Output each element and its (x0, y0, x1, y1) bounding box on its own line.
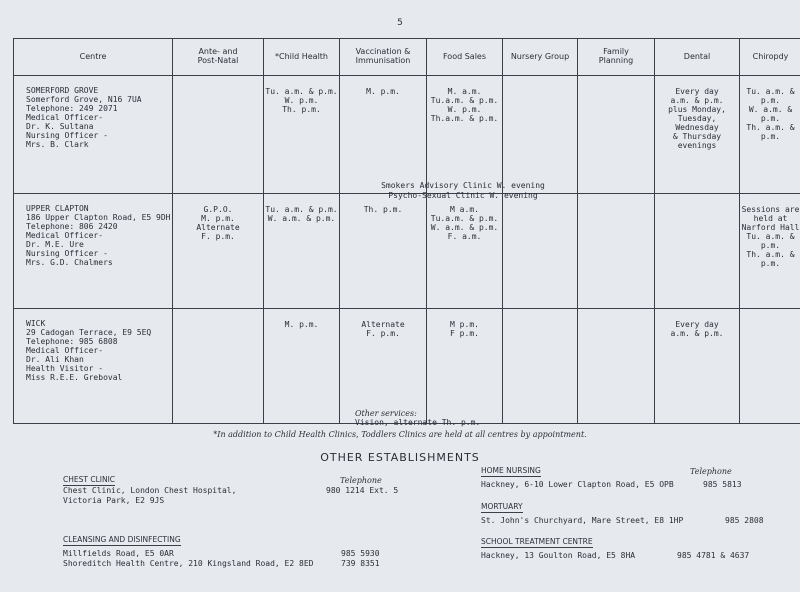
chest-clinic-tel: 980 1214 Ext. 5 (326, 486, 399, 495)
vaccination-cell: Alternate F. p.m. (340, 309, 427, 424)
food-sales-cell: M p.m. F p.m. (427, 309, 503, 424)
header-dental: Dental (655, 39, 740, 76)
wick-other-services-note (355, 399, 480, 428)
other-establishments-heading: OTHER ESTABLISHMENTS (320, 451, 480, 464)
table-row (14, 194, 800, 309)
nursery-group-cell (503, 194, 578, 309)
centre-wick: WICK 29 Cadogan Terrace, E9 5EQ Telephone: 985 6808 Medical Officer- Dr. Ali Khan Health Visitor - Miss R.E.E. Greboval (14, 309, 173, 424)
nursery-group-cell (503, 76, 578, 194)
address-line: Shoreditch Health Centre, 210 Kingsland Road, E2 8ED (63, 559, 314, 568)
header-centre: Centre (14, 39, 173, 76)
ante-post-natal-cell (173, 76, 264, 194)
child-health-cell: Tu. a.m. & p.m. W. p.m. Th. p.m. (264, 76, 340, 194)
table-row (14, 76, 800, 194)
mortuary-address: St. John's Churchyard, Mare Street, E8 1HP (481, 516, 684, 525)
chiropody-cell: Tu. a.m. & p.m. W. a.m. & p.m. Th. a.m. & p.m. (740, 76, 800, 194)
cleansing-address (63, 549, 313, 569)
footnote: *In addition to Child Health Clinics, Toddlers Clinics are held at all centres by appointment. (213, 430, 587, 439)
cleansing-tels (341, 549, 380, 569)
cleansing-heading-block (63, 535, 181, 546)
header-chiropody: Chiropdy (740, 39, 800, 76)
centre-somerford-grove: SOMERFORD GROVE Somerford Grove, N16 7UA Telephone: 249 2071 Medical Officer- Dr. K. Sultana Nursing Officer - Mrs. B. Clark (14, 76, 173, 194)
dental-cell (655, 194, 740, 309)
home-nursing-heading: HOME NURSING (481, 466, 541, 477)
food-sales-cell: M a.m. Tu.a.m. & p.m. W. a.m. & p.m. F. a.m. (427, 194, 503, 309)
somerford-special-clinics-note: Smokers Advisory Clinic W. evening Psycho-Sexual Clinic W. evening (381, 181, 545, 200)
vaccination-cell: M. p.m. (340, 76, 427, 194)
header-nursery-group: Nursery Group (503, 39, 578, 76)
cleansing-heading: CLEANSING AND DISINFECTING (63, 535, 181, 546)
dental-cell: Every day a.m. & p.m. plus Monday, Tuesday, Wednesday & Thursday evenings (655, 76, 740, 194)
ante-post-natal-cell (173, 309, 264, 424)
chiropody-cell: Sessions are held at Narford Hall Tu. a.m. & p.m. Th. a.m. & p.m. (740, 194, 800, 309)
chiropody-cell (740, 309, 800, 424)
school-treatment-address: Hackney, 13 Goulton Road, E5 8HA (481, 551, 636, 560)
school-treatment-tel: 985 4781 & 4637 (677, 551, 750, 560)
centre-upper-clapton: UPPER CLAPTON 186 Upper Clapton Road, E5 9DH Telephone: 806 2420 Medical Officer- Dr. M.E. Ure Nursing Officer - Mrs. G.D. Chalmers (14, 194, 173, 309)
home-nursing-address: Hackney, 6-10 Lower Clapton Road, E5 OPB (481, 480, 674, 489)
school-treatment-heading: SCHOOL TREATMENT CENTRE (481, 537, 593, 548)
address-line: Millfields Road, E5 0AR (63, 549, 174, 558)
mortuary-heading-block (481, 502, 523, 513)
address-line: Victoria Park, E2 9JS (63, 496, 165, 505)
dental-cell: Every day a.m. & p.m. (655, 309, 740, 424)
vaccination-cell: Th. p.m. (340, 194, 427, 309)
child-health-cell: M. p.m. (264, 309, 340, 424)
header-ante-post-natal: Ante- and Post-Natal (173, 39, 264, 76)
other-services-label: Other services: (355, 408, 417, 418)
nursery-group-cell (503, 309, 578, 424)
chest-clinic-heading: CHEST CLINIC (63, 475, 115, 486)
telephone-label-right: Telephone (690, 467, 732, 476)
chest-clinic-heading-block (63, 475, 115, 486)
header-food-sales: Food Sales (427, 39, 503, 76)
table-header-row (14, 39, 800, 76)
header-family-planning: Family Planning (578, 39, 655, 76)
food-sales-cell: M. a.m. Tu.a.m. & p.m. W. p.m. Th.a.m. & p.m. (427, 76, 503, 194)
home-nursing-heading-block (481, 466, 541, 477)
family-planning-cell (578, 309, 655, 424)
chest-clinic-address (63, 486, 236, 506)
school-treatment-heading-block (481, 537, 593, 548)
child-health-cell: Tu. a.m. & p.m. W. a.m. & p.m. (264, 194, 340, 309)
phone-number: 985 5930 (341, 549, 380, 558)
header-child-health: *Child Health (264, 39, 340, 76)
family-planning-cell (578, 194, 655, 309)
mortuary-heading: MORTUARY (481, 502, 523, 513)
ante-post-natal-cell: G.P.O. M. p.m. Alternate F. p.m. (173, 194, 264, 309)
header-vaccination: Vaccination & Immunisation (340, 39, 427, 76)
page-number: 5 (397, 18, 403, 28)
address-line: Chest Clinic, London Chest Hospital, (63, 486, 237, 495)
home-nursing-tel: 985 5813 (703, 480, 742, 489)
other-services-text: Vision, alternate Th. p.m. (355, 418, 481, 428)
mortuary-tel: 985 2808 (725, 516, 764, 525)
clinic-centres-table (13, 38, 800, 424)
phone-number: 739 8351 (341, 559, 380, 568)
telephone-label-left: Telephone (340, 476, 382, 485)
family-planning-cell (578, 76, 655, 194)
